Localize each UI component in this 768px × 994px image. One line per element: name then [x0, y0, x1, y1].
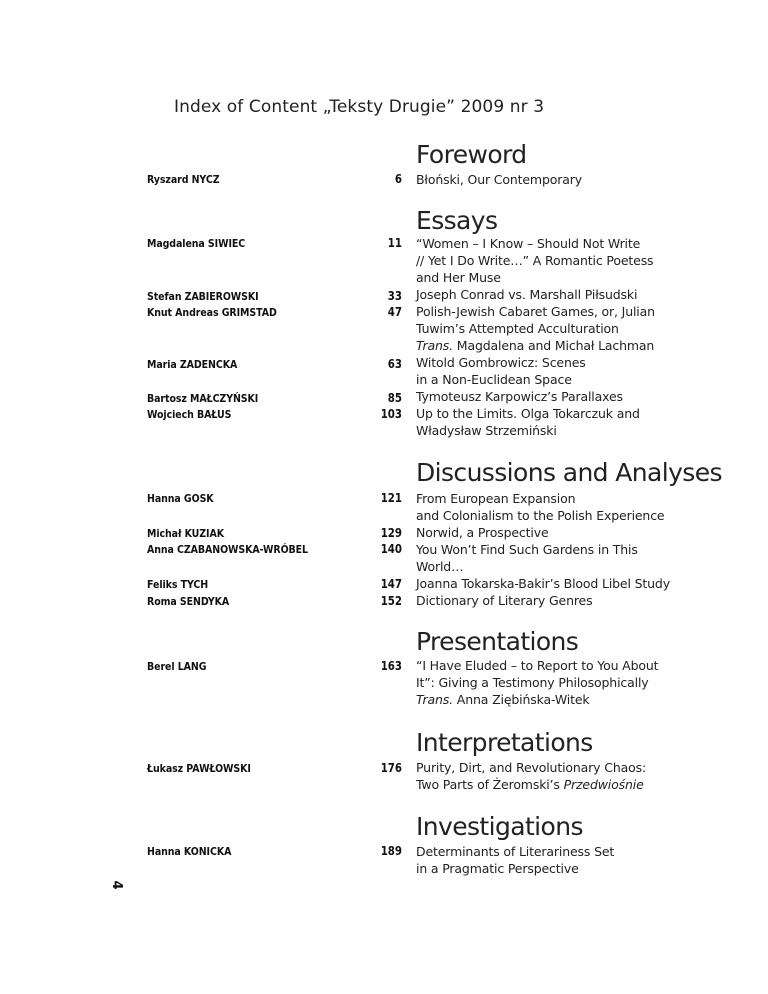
page-number: 63 — [387, 357, 402, 371]
section-heading-discussions: Discussions and Analyses — [416, 458, 722, 487]
author-name: Magdalena SIWIEC — [147, 237, 246, 250]
page-number: 6 — [394, 172, 402, 186]
article-title-line: Witold Gombrowicz: Scenes — [416, 355, 586, 370]
article-title-line: You Won’t Find Such Gardens in This — [416, 542, 638, 557]
page-number: 176 — [380, 761, 402, 775]
page-number: 33 — [387, 289, 402, 303]
page-number: 147 — [380, 577, 402, 591]
article-title-line: World… — [416, 559, 464, 574]
trans-label: Trans. — [416, 338, 453, 353]
section-heading-essays: Essays — [416, 206, 498, 235]
page-number: 129 — [380, 526, 402, 540]
author-name: Knut Andreas GRIMSTAD — [147, 306, 277, 319]
article-title-line: Up to the Limits. Olga Tokarczuk and — [416, 406, 640, 421]
title-text: Two Parts of Żeromski’s — [416, 777, 564, 792]
author-name: Berel LANG — [147, 660, 207, 673]
author-name: Ryszard NYCZ — [147, 173, 220, 186]
page-number: 11 — [387, 236, 402, 250]
section-heading-interpretations: Interpretations — [416, 728, 593, 757]
article-title-line: Tymoteusz Karpowicz’s Parallaxes — [416, 389, 623, 404]
article-title-line: “Women – I Know – Should Not Write — [416, 236, 641, 251]
page-number: 140 — [380, 542, 402, 556]
article-title-line: Determinants of Literariness Set — [416, 844, 615, 859]
article-title-line: and Colonialism to the Polish Experience — [416, 508, 665, 523]
article-title-line: Dictionary of Literary Genres — [416, 593, 593, 608]
author-name: Roma SENDYKA — [147, 595, 230, 608]
page-number: 47 — [387, 305, 402, 319]
page-number: 189 — [380, 844, 402, 858]
page-number: 163 — [380, 659, 402, 673]
article-title-line: Joseph Conrad vs. Marshall Piłsudski — [416, 287, 638, 302]
author-name: Bartosz MAŁCZYŃSKI — [147, 392, 259, 405]
section-heading-foreword: Foreword — [416, 140, 527, 169]
section-heading-investigations: Investigations — [416, 812, 583, 841]
translator-names: Anna Ziębińska-Witek — [452, 692, 590, 707]
page-number: 85 — [387, 391, 402, 405]
article-title-line: Joanna Tokarska-Bakir’s Blood Libel Study — [416, 576, 670, 591]
article-title-line: From European Expansion — [416, 491, 576, 506]
author-name: Anna CZABANOWSKA-WRÓBEL — [147, 543, 308, 556]
article-title-line — [416, 777, 644, 792]
author-name: Hanna KONICKA — [147, 845, 232, 858]
author-name: Maria ZADENCKA — [147, 358, 238, 371]
article-title-line: // Yet I Do Write…” A Romantic Poetess — [416, 253, 654, 268]
trans-label: Trans. — [416, 692, 453, 707]
article-title-line: Purity, Dirt, and Revolutionary Chaos: — [416, 760, 647, 775]
article-title-line: Norwid, a Prospective — [416, 525, 549, 540]
article-title-line: and Her Muse — [416, 270, 501, 285]
article-title-line: Władysław Strzemiński — [416, 423, 557, 438]
author-name: Wojciech BAŁUS — [147, 408, 232, 421]
article-title-line: It”: Giving a Testimony Philosophically — [416, 675, 649, 690]
page-title: Index of Content „Teksty Drugie” 2009 nr 3 — [174, 97, 545, 117]
author-name: Łukasz PAWŁOWSKI — [147, 762, 251, 775]
article-title-line: in a Non-Euclidean Space — [416, 372, 572, 387]
translator-names: Magdalena and Michał Lachman — [452, 338, 655, 353]
article-title-line: Tuwim’s Attempted Acculturation — [416, 321, 619, 336]
author-name: Feliks TYCH — [147, 578, 209, 591]
article-title-line: Polish-Jewish Cabaret Games, or, Julian — [416, 304, 655, 319]
folio-page-number: 4 — [109, 880, 125, 890]
translator-line — [416, 338, 654, 353]
translator-line — [416, 692, 589, 707]
author-name: Michał KUZIAK — [147, 527, 224, 540]
author-name: Hanna GOSK — [147, 492, 214, 505]
page-number: 121 — [380, 491, 402, 505]
italic-book-title: Przedwiośnie — [563, 777, 644, 792]
page-number: 103 — [380, 407, 402, 421]
article-title-line: Błoński, Our Contemporary — [416, 172, 582, 187]
page-number: 152 — [380, 594, 402, 608]
article-title-line: “I Have Eluded – to Report to You About — [416, 658, 659, 673]
author-name: Stefan ZABIEROWSKI — [147, 290, 259, 303]
article-title-line: in a Pragmatic Perspective — [416, 861, 579, 876]
section-heading-presentations: Presentations — [416, 627, 579, 656]
